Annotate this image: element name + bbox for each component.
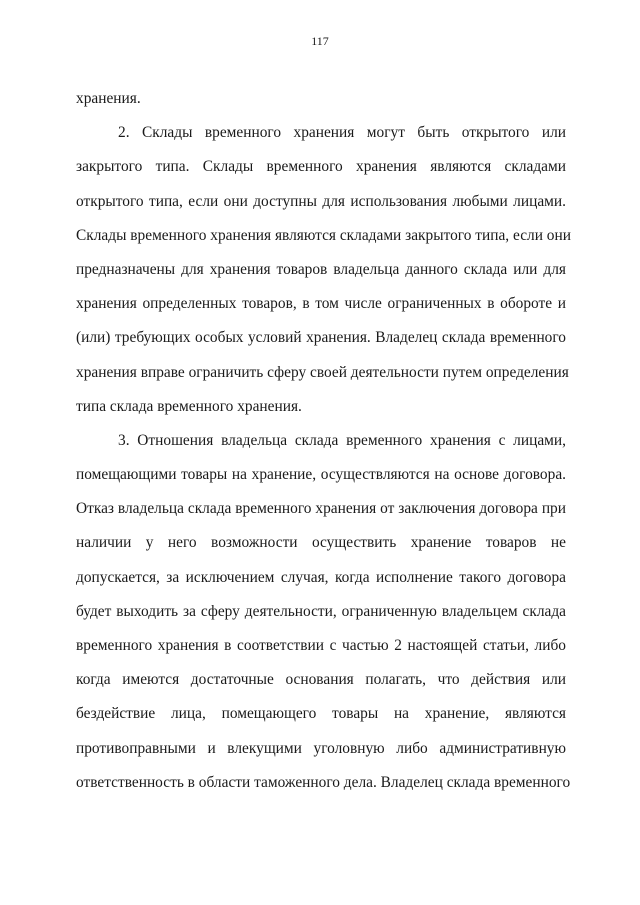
text-line: допускается, за исключением случая, когда исполнение такого договора: [76, 568, 566, 586]
text-line: наличии у него возможности осуществить хранение товаров не: [76, 534, 566, 552]
document-body: [76, 88, 571, 806]
text-line: помещающими товары на хранение, осуществляются на основе договора.: [76, 466, 566, 484]
text-line: когда имеются достаточные основания полагать, что действия или: [76, 671, 566, 689]
text-line: ответственность в области таможенного дела. Владелец склада временного: [76, 773, 571, 791]
text-line: бездействие лица, помещающего товары на хранение, являются: [76, 705, 566, 723]
text-line: 2. Склады временного хранения могут быть открытого или: [118, 124, 566, 142]
text-line: хранения определенных товаров, в том числе ограниченных в обороте и: [76, 295, 566, 313]
text-line: временного хранения в соответствии с частью 2 настоящей статьи, либо: [76, 637, 566, 654]
page-number: 117: [311, 34, 329, 48]
text-line: Склады временного хранения являются складами закрытого типа, если они: [76, 226, 571, 244]
text-line: предназначены для хранения товаров владельца данного склада или для: [76, 260, 566, 278]
text-line: хранения вправе ограничить сферу своей деятельности путем определения: [76, 363, 569, 381]
text-line: открытого типа, если они доступны для использования любыми лицами.: [76, 192, 566, 210]
text-line: типа склада временного хранения.: [76, 397, 302, 415]
text-line: 3. Отношения владельца склада временного хранения с лицами,: [118, 431, 566, 449]
text-line: будет выходить за сферу деятельности, ограниченную владельцем склада: [76, 602, 566, 620]
text-line: Отказ владельца склада временного хранения от заключения договора при: [76, 500, 566, 518]
text-line: хранения.: [76, 90, 141, 107]
text-line: (или) требующих особых условий хранения. Владелец склада временного: [76, 329, 566, 347]
text-line: противоправными и влекущими уголовную либо административную: [76, 739, 566, 757]
text-line: закрытого типа. Склады временного хранения являются складами: [76, 158, 566, 176]
